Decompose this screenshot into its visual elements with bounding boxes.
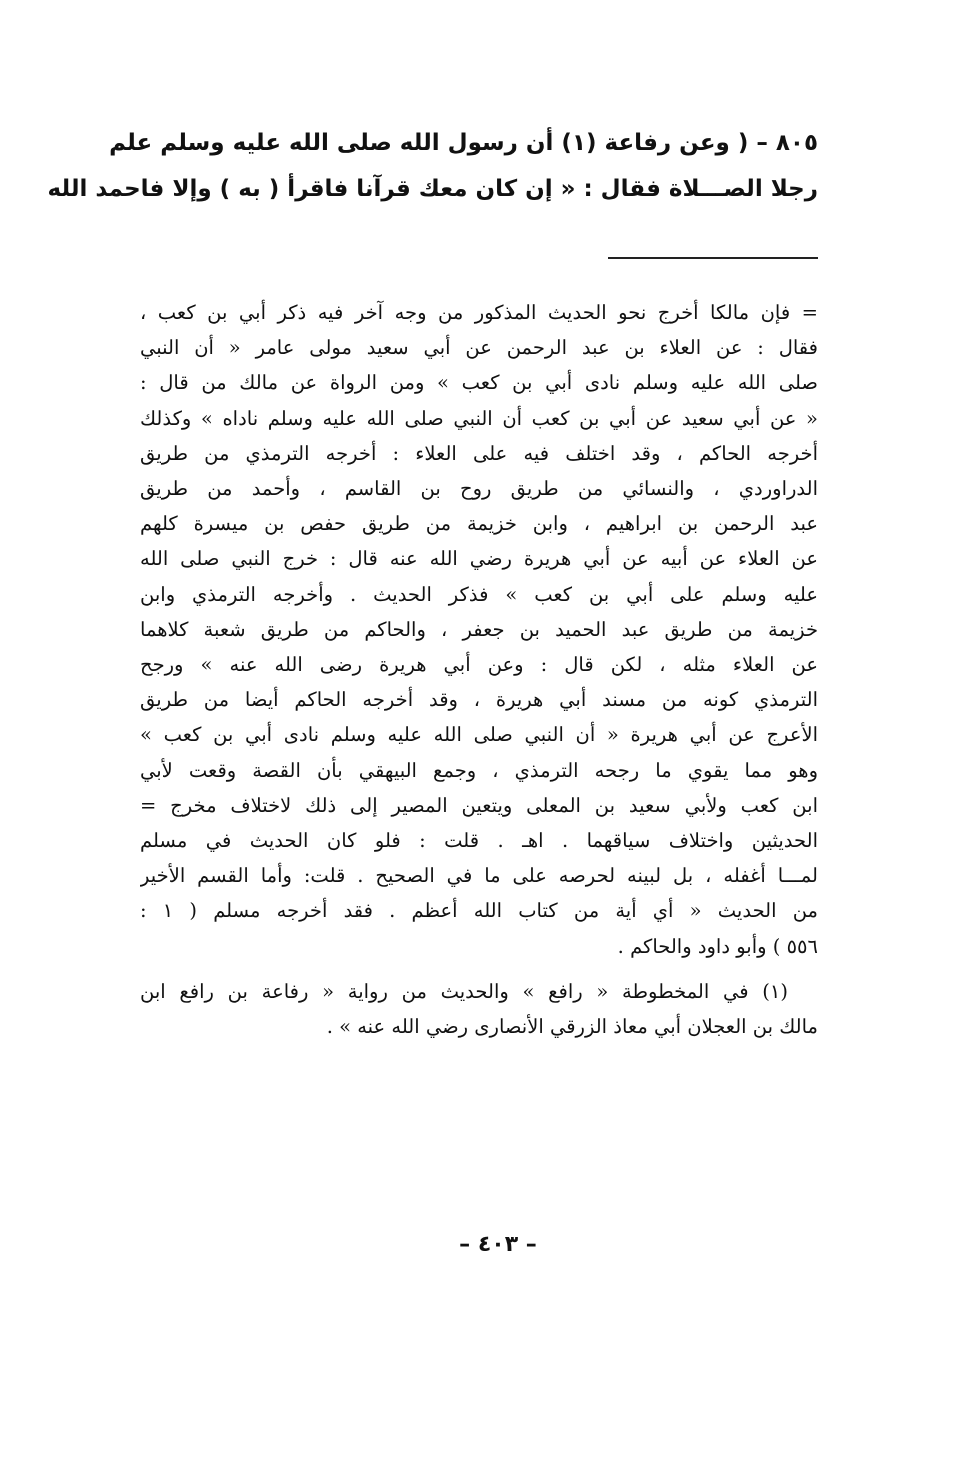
commentary-line: الترمذي كونه من مسند أبي هريرة ، وقد أخرجه الحاكم أيضا من طريق (140, 688, 818, 712)
commentary-line: الحديثين واختلاف سياقهما . اهـ . قلت : فلو كان الحديث في مسلم (140, 829, 818, 853)
commentary-line: من الحديث « أي أية من كتاب الله أعظم . فقد أخرجه مسلم ( ١ : (140, 899, 818, 923)
commentary-line: « عن أبي سعيد عن أبي بن كعب أن النبي صلى الله عليه وسلم ناداه » وكذلك (140, 406, 818, 430)
commentary-line: ٥٥٦ ) وأبو داود والحاكم . (617, 934, 818, 958)
commentary-line: = فإن مالكا أخرج نحو الحديث المذكور من وجه آخر فيه ذكر أبي بن كعب ، (140, 301, 818, 324)
commentary-line: عن العلاء عن أبيه عن أبي هريرة رضي الله عنه قال : خرج النبي صلى الله (140, 547, 818, 571)
commentary-line: عن العلاء مثله ، لكن قال : وعن أبي هريرة رضى الله عنه » ورجح (140, 653, 818, 677)
hadith-line: رجلا الصـــلاة فقال : « إن كان معك قرآنا فاقرأ ( به ) وإلا فاحمد الله (47, 176, 818, 202)
commentary-line: الدراوردي ، والنسائي من طريق روح بن القاسم ، وأحمد من طريق (140, 477, 818, 501)
hadith-text (47, 120, 818, 212)
commentary-line: عبد الرحمن بن ابراهيم ، وابن خزيمة من طريق حفص بن ميسرة كلهم (140, 512, 818, 536)
commentary-line: الأعرج عن أبي هريرة « أن النبي صلى الله عليه وسلم نادى أبي بن كعب » (140, 723, 818, 747)
commentary-text (140, 295, 818, 964)
commentary-line: ابن كعب ولأبي سعيد بن المعلى ويتعين المصير إلى ذلك لاختلاف مخرج = (140, 793, 818, 817)
commentary-line: لمـــا أغفله ، بل لبينه لحرصه على ما في الصحيح . قلت: وأما القسم الأخير (140, 864, 818, 888)
commentary-line: فقال : عن العلاء بن عبد الرحمن عن أبي سعيد مولى عامر « أن النبي (140, 336, 818, 360)
footnote-separator (608, 257, 818, 259)
commentary-line: صلى الله عليه وسلم نادى أبي بن كعب » ومن الرواة عن مالك من قال : (140, 371, 818, 395)
commentary-line: عليه وسلم على أبي بن كعب » فذكر الحديث . وأخرجه الترمذي وابن (140, 582, 818, 606)
page-body (47, 120, 818, 1044)
footnote (140, 974, 818, 1044)
footnote-line: (١) في المخطوطة « رافع » والحديث من رواية « رفاعة بن رافع ابن (140, 979, 788, 1003)
hadith-line: ٨٠٥ – ( وعن رفاعة (١) أن رسول الله صلى الله عليه وسلم علم (109, 130, 818, 156)
page-number-text: – ٤٠٣ – (459, 1232, 537, 1257)
footnote-line: مالك بن العجلان أبي معاذ الزرقي الأنصارى رضي الله عنه » . (326, 1015, 818, 1039)
page-number (0, 1232, 956, 1257)
commentary-line: وهو مما يقوي ما رجحه الترمذي ، وجمع البيهقي بأن القصة وقعت لأبي (140, 758, 818, 782)
commentary-line: خزيمة من طريق عبد الحميد بن جعفر ، والحاكم من طريق شعبة كلاهما (140, 617, 818, 641)
commentary-line: أخرجه الحاكم ، وقد اختلف فيه على العلاء : أخرجه الترمذي من طريق (140, 441, 818, 465)
